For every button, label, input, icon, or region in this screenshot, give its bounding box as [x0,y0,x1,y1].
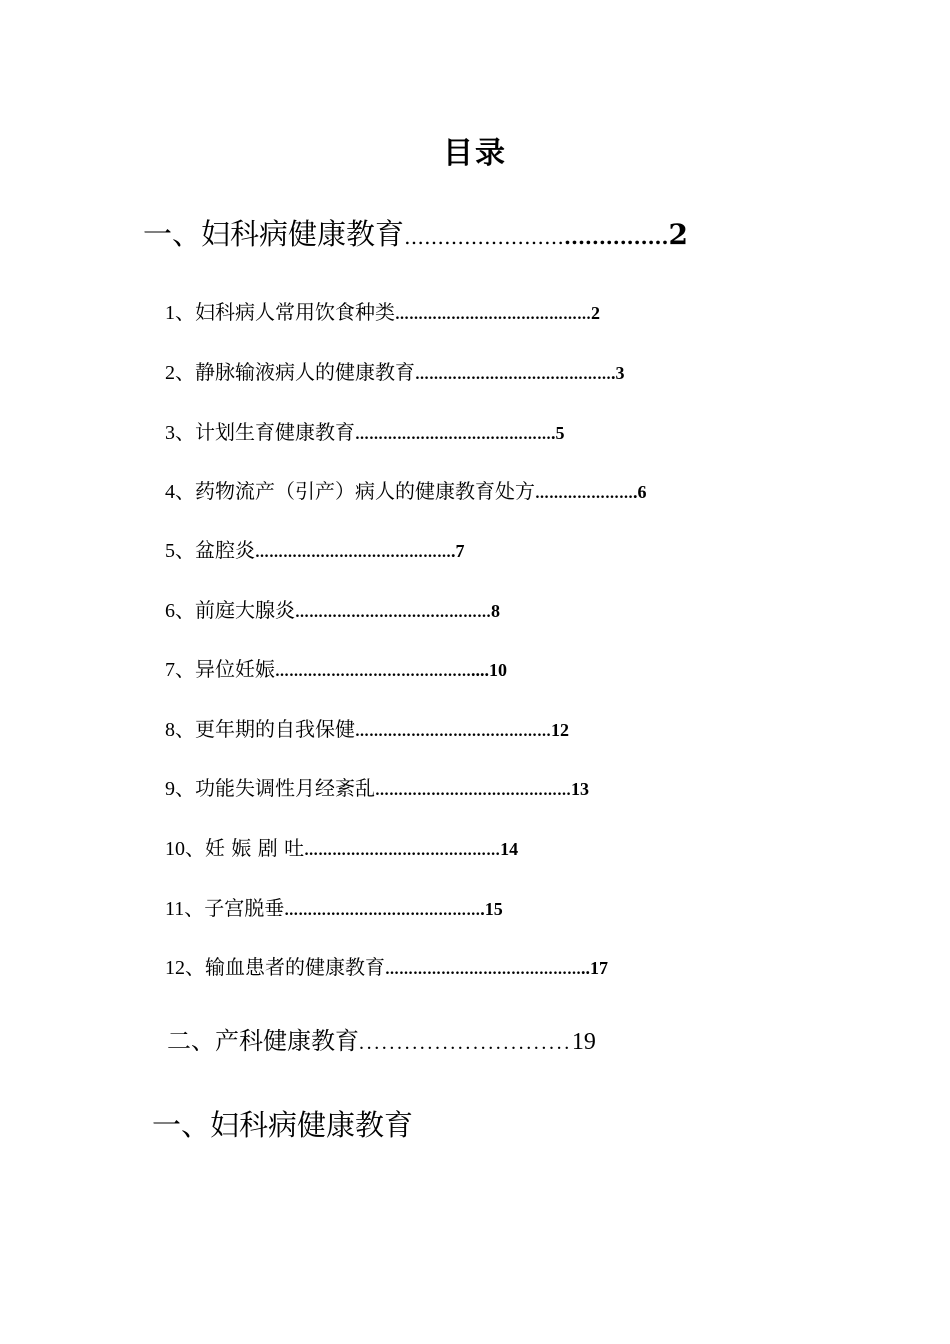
toc-section-2[interactable] [167,1021,777,1059]
toc-item-label: 前庭大腺炎 [195,598,295,622]
toc-section-2-label: 二、产科健康教育 [167,1027,359,1055]
toc-item-number: 6、 [165,600,195,622]
toc-item-label: 输血患者的健康教育 [205,955,385,979]
toc-item-page: 2 [591,303,600,323]
toc-item[interactable] [165,713,765,745]
toc-item[interactable] [165,296,765,328]
toc-item-label: 药物流产（引产）病人的健康教育处方 [195,479,535,503]
toc-section-1-label: 一、妇科病健康教育 [143,217,405,251]
toc-item-label: 计划生育健康教育 [195,420,355,444]
toc-item-number: 9、 [165,778,195,800]
toc-section-1-page: 2 [668,218,688,251]
toc-item[interactable] [165,653,765,685]
toc-item-page: 8 [491,601,500,621]
toc-item[interactable] [165,832,765,864]
toc-item-leader: …………………………………… [275,664,471,680]
toc-item-number: 12、 [165,957,205,979]
toc-item-page: .3 [611,363,625,383]
toc-item-number: 4、 [165,481,195,503]
toc-item-leader: …………………………………… [355,724,551,740]
toc-section-1-leader-a: …………………… [404,225,565,249]
toc-item-leader: …………………………………… [295,605,491,621]
toc-item-label: 异位妊娠 [195,657,275,681]
toc-section-1[interactable] [143,212,768,256]
toc-section-1-leader-b: ............... [564,225,669,249]
toc-title: 目录 [443,136,507,171]
toc-section-2-leader: ............................ [359,1032,572,1054]
toc-item-number: 5、 [165,540,195,562]
toc-item-page: 14 [500,839,519,859]
toc-item-label: 静脉输液病人的健康教育 [195,360,415,384]
toc-item-leader: …………………………………… [395,307,591,323]
toc-item-leader: …………………………………… [415,367,611,383]
toc-item-page: 12 [551,720,569,740]
toc-item[interactable] [165,892,765,924]
toc-item-page: .15 [480,899,503,919]
toc-item-number: 1、 [165,302,195,324]
toc-item-leader: …………………………………… [375,783,571,799]
toc-item-page: ....10 [471,660,507,680]
toc-item-page: ..17 [581,958,608,978]
toc-item-number: 3、 [165,422,195,444]
toc-item[interactable] [165,475,765,507]
toc-item-leader: …………………………………… [355,427,551,443]
toc-item-number: 7、 [165,659,195,681]
toc-item-number: 11、 [165,898,205,920]
toc-item[interactable] [165,951,765,983]
toc-item-leader: …………………………………… [284,903,481,919]
toc-item-page: 13 [571,779,589,799]
toc-item-number: 8、 [165,719,195,741]
body-section-heading: 一、妇科病健康教育 [152,1108,414,1142]
toc-item[interactable] [165,594,765,626]
toc-item-page: .5 [551,423,565,443]
toc-item-label: 妇科病人常用饮食种类 [195,300,395,324]
toc-item-page: .7 [451,541,465,561]
toc-item-label: 盆腔炎 [195,538,255,562]
toc-item-label: 妊 娠 剧 吐 [205,836,305,860]
toc-item[interactable] [165,416,765,448]
toc-item[interactable] [165,534,765,566]
toc-item-number: 10、 [165,838,205,860]
toc-item-leader: …………………………………… [255,545,451,561]
toc-item[interactable] [165,772,765,804]
toc-item-leader: …………………………………… [304,843,501,859]
toc-item-label: 子宫脱垂 [204,896,285,920]
toc-item-leader: ………………… [535,486,633,502]
toc-item-label: 功能失调性月经紊乱 [195,776,375,800]
toc-section-2-page: 19 [571,1029,596,1055]
toc-item[interactable] [165,356,765,388]
toc-item-label: 更年期的自我保健 [195,717,355,741]
toc-item-leader: …………………………………… [385,962,581,978]
toc-item-number: 2、 [165,362,195,384]
toc-item-page: .6 [633,482,647,502]
